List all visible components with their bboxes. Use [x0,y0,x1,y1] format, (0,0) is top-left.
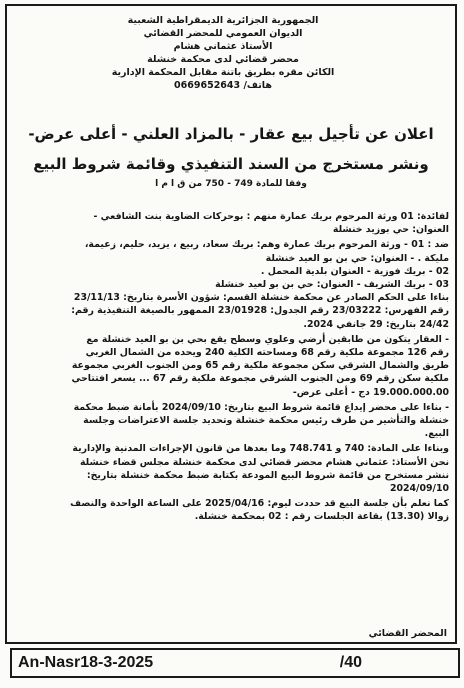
body-line: البيع. [424,428,449,440]
body-line: 2024/09/10 [389,483,449,495]
office-header [103,14,343,92]
body-line: 03 - بريك الشريف - العنوان: حي بن بو لعيد خنشلة [215,279,449,291]
body-line: وبناءا على المادة: 740 و 748.741 وما بعدها من قانون الإجراءات المدنية والإدارية [72,443,449,455]
announcement-frame [5,4,457,644]
body-line: كما نعلم بأن جلسة البيع قد حددت ليوم: 2025/04/16 على الساعة الواحدة والنصف [70,498,449,510]
header-court: محضر قضائي لدى محكمة خنشلة [147,54,299,65]
body-line: رقم 126 مجموعة ملكية رقم 68 ومساحته الكلية 240 ويحده من الشمال الغربي [85,347,449,359]
announcement-titles [7,124,455,189]
body-line: - بناءا على محضر إيداع قائمة شروط البيع بتاريخ: 2024/09/10 بأمانة ضبط محكمة [73,401,449,413]
page-number: /40 [339,654,362,671]
body-line: مليكة . - العنوان: حي بن بو العيد خنشلة [265,252,449,264]
body-line: زوالا (13.30) بقاعة الجلسات رقم : 02 بمحكمة خنشلة. [194,511,449,523]
body-line: خنشلة والتأشير من طرف رئيس محكمة خنشلة وتحديد جلسة الاعتراضات وجلسة [83,415,449,427]
body-line: 19.000.000.00 دج - أعلى عرض- [292,386,449,398]
body-line: بناءا على الحكم الصادر عن محكمة خنشلة القسم: شؤون الأسرة بتاريخ: 23/11/13 [73,292,449,304]
legal-reference: وفقا للمادة 749 - 750 من ق ا م ا [155,179,307,189]
body-line: ضد : 01 - ورثة المرحوم بريك عمارة وهم: بريك سعاد، ربيع ، يزيد، حليم، زعيمة، [84,239,449,251]
signature: المحضر القضائي [368,628,447,639]
body-line: ننشر مستخرج من قائمة شروط البيع المودعة بكتابة ضبط محكمة خنشلة بتاريخ: [86,469,449,481]
body-line: - العقار يتكون من طابقين أرضي وعلوي وسطح يقع بحي بن بو العيد خنشلة مع [86,333,449,345]
newspaper-issue: An-Nasr18-3-2025 [18,654,154,671]
newspaper-footer [10,648,460,678]
header-office: الديوان العمومي للمحضر القضائي [143,28,303,39]
body-line: 24/42 بتاريخ: 29 جانفي 2024. [303,318,449,330]
body-line: لفائدة: 01 ورثة المرحوم بريك عمارة منهم : بوحركات الضاوية بنت الشافعي - [93,211,449,222]
body-line: 02 - بريك فوزية - العنوان بلدية المحمل . [260,265,449,277]
body-line: نحن الأستاذ: عثماني هشام محضر قضائي لدى محكمة خنشلة مجلس قضاء خنشلة [79,456,449,468]
announcement-body [13,210,449,524]
header-republic: الجمهورية الجزائرية الديمقراطية الشعبية [127,15,319,26]
body-line: العنوان: حي بوزيد خنشلة [332,224,449,236]
header-phone: هاتف/ 0669652643 [174,80,272,91]
second-title: ونشر مستخرج من السند التنفيذي وقائمة شروط البيع [33,155,429,173]
body-line: رقم الفهرس: 23/03222 رقم الجدول: 23/01928 الممهور بالصيغة التنفيذية رقم: [71,305,449,317]
body-line: ملكية سكن رقم 69 ومن الجنوب الشرقي مجموعة ملكية رقم 67 ... يسعر افتتاحي [71,373,449,385]
header-bailiff-name: الأستاذ عثماني هشام [173,41,273,52]
header-address: الكائن مقره بطريق باتنة مقابل المحكمة الإدارية [111,67,335,78]
main-title: اعلان عن تأجيل بيع عقار - بالمزاد العلني - أعلى عرض- [28,125,434,143]
body-line: طريق والشمال الشرقي سكن مجموعة ملكية رقم 65 ومن الجنوب الغربي مجموعة [71,360,449,372]
